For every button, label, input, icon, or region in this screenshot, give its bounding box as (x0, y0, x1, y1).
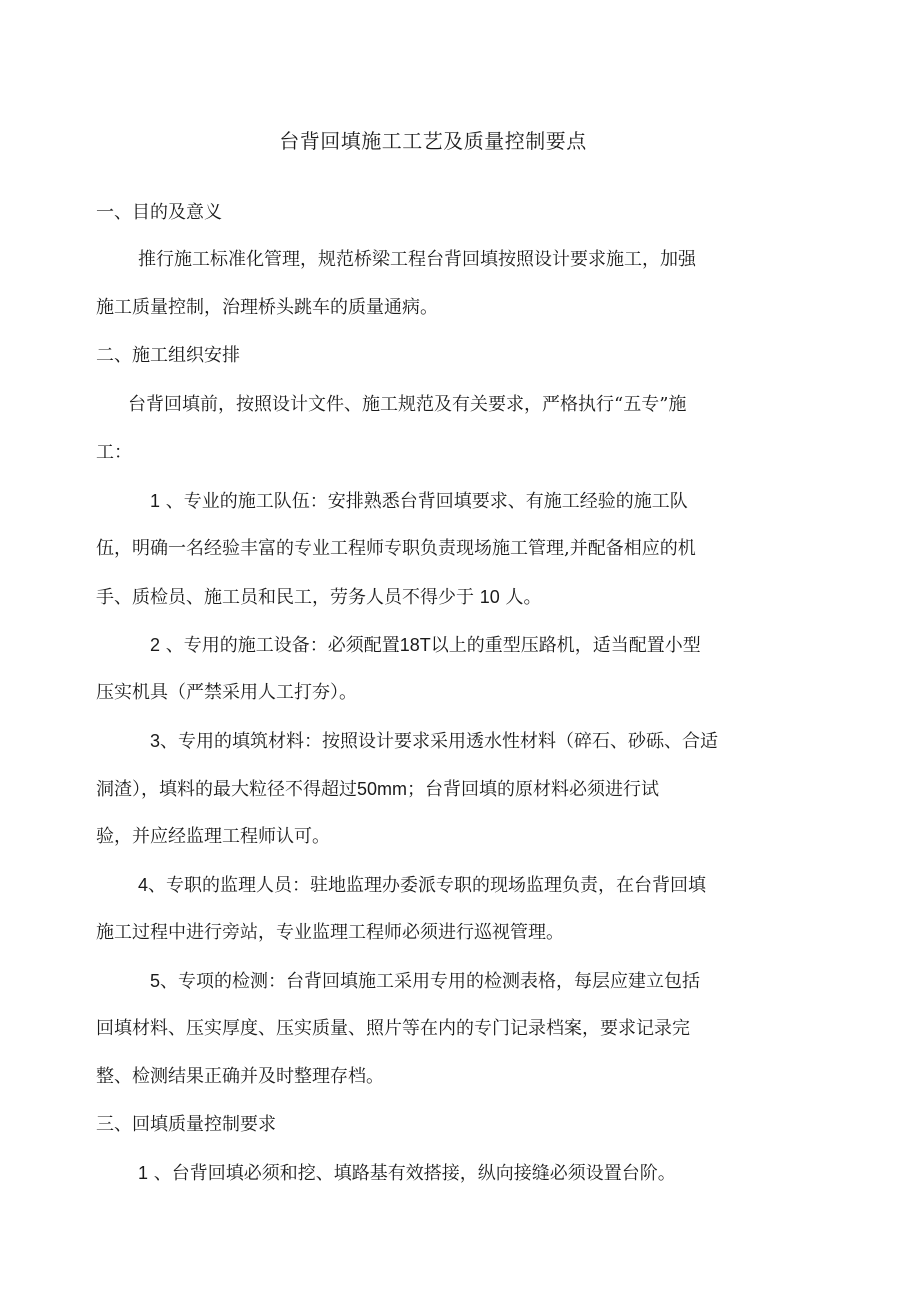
document-title: 台背回填施工工艺及质量控制要点 (279, 129, 587, 153)
number-value: 10 (479, 587, 500, 607)
list-number: 1 (150, 491, 161, 511)
list-text: 、专用的施工设备：必须配置 (165, 635, 400, 656)
list-item-5-line (150, 968, 700, 995)
paragraph-line (96, 776, 659, 803)
paragraph-line: 验，并应经监理工程师认可。 (96, 826, 330, 847)
paragraph-line: 施工过程中进行旁站，专业监理工程师必须进行巡视管理。 (96, 922, 564, 943)
paragraph-line: 台背回填前，按照设计文件、施工规范及有关要求，严格执行“五专”施 (128, 394, 687, 415)
list-number: 3 (150, 731, 161, 751)
paragraph-line: 压实机具（严禁采用人工打夯）。 (96, 682, 357, 703)
number-value: 18T (399, 635, 431, 655)
list-text: 、专业的施工队伍：安排熟悉台背回填要求、有施工经验的施工队 (165, 491, 688, 512)
paragraph-line: 伍，明确一名经验丰富的专业工程师专职负责现场施工管理,并配备相应的机 (96, 538, 696, 559)
list-text: 以上的重型压路机，适当配置小型 (430, 635, 701, 656)
list-number: 4 (138, 875, 149, 895)
list-item-s3-1-line (138, 1160, 676, 1187)
list-text: ；台背回填的原材料必须进行试 (407, 779, 660, 800)
section-heading-3: 三、回填质量控制要求 (96, 1114, 276, 1135)
number-value: 50mm (357, 779, 408, 799)
list-text: 、专职的监理人员：驻地监理办委派专职的现场监理负责，在台背回填 (148, 875, 707, 896)
paragraph-line (96, 584, 542, 611)
list-text: 洞渣），填料的最大粒径不得超过 (96, 779, 357, 800)
list-text: 人。 (505, 587, 542, 608)
paragraph-line: 施工质量控制，治理桥头跳车的质量通病。 (96, 297, 438, 318)
list-number: 1 (138, 1163, 149, 1183)
paragraph-line: 整、检测结果正确并及时整理存档。 (96, 1066, 384, 1087)
section-heading-2: 二、施工组织安排 (96, 345, 240, 366)
list-text: 、专用的填筑材料：按照设计要求采用透水性材料（碎石、砂砾、合适 (160, 731, 719, 752)
list-item-1-line (150, 488, 688, 515)
list-item-2-line (150, 632, 701, 659)
list-number: 2 (150, 635, 161, 655)
list-text: 、台背回填必须和挖、填路基有效搭接，纵向接缝必须设置台阶。 (153, 1163, 676, 1184)
list-item-4-line (138, 872, 706, 899)
list-number: 5 (150, 971, 161, 991)
paragraph-line: 推行施工标准化管理，规范桥梁工程台背回填按照设计要求施工，加强 (138, 249, 696, 270)
paragraph-line: 工： (96, 442, 132, 463)
section-heading-1: 一、目的及意义 (96, 202, 222, 223)
paragraph-line: 回填材料、压实厚度、压实质量、照片等在内的专门记录档案，要求记录完 (96, 1018, 690, 1039)
list-text: 手、质检员、施工员和民工，劳务人员不得少于 (96, 587, 474, 608)
list-text: 、专项的检测：台背回填施工采用专用的检测表格，每层应建立包括 (160, 971, 701, 992)
list-item-3-line (150, 728, 718, 755)
